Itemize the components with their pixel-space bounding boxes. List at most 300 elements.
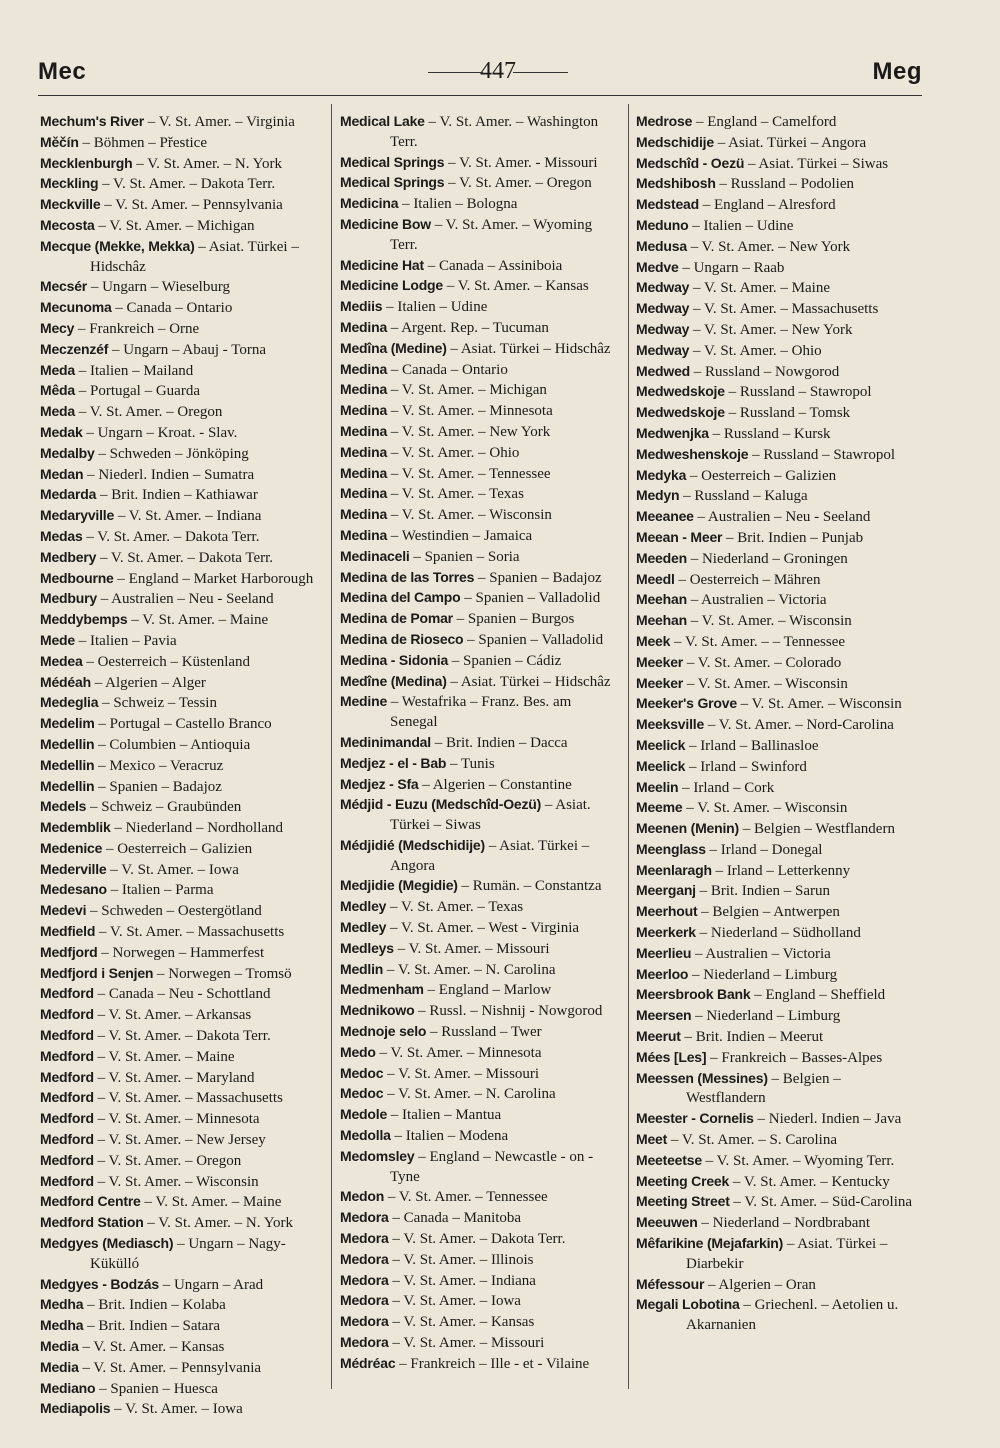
gazetteer-entry [340, 1084, 622, 1105]
entry-location: – Australien – Victoria [691, 945, 831, 962]
gazetteer-entry [636, 632, 922, 653]
entry-location: – Canada – Neu - Schottland [93, 986, 271, 1003]
gazetteer-entry [636, 507, 922, 528]
gazetteer-entry [340, 754, 622, 775]
entry-location: – Norwegen – Tromsö [153, 965, 292, 982]
entry-headword: Medusa [636, 237, 687, 254]
entry-location: – England – Sheffield [750, 987, 886, 1004]
entry-headword: Medford [40, 1151, 94, 1168]
entry-location: – Niederl. Indien – Java [753, 1111, 902, 1128]
gazetteer-entry [340, 609, 622, 630]
gazetteer-entry [636, 694, 922, 715]
entry-location: – V. St. Amer. – Virginia [144, 114, 295, 130]
entry-headword: Medicine Lodge [340, 277, 443, 294]
entry-headword: Méfessour [636, 1275, 705, 1292]
gazetteer-entry [340, 380, 622, 401]
gazetteer-entry [636, 736, 922, 757]
gazetteer-entry [340, 1147, 622, 1188]
entry-headword: Medina de Pomar [340, 610, 453, 627]
entry-location: – V. St. Amer. – Illinois [388, 1251, 534, 1268]
gazetteer-entry [40, 1358, 326, 1379]
entry-location: – Canada – Assiniboia [423, 257, 563, 274]
entry-location: – Russland – Podolien [715, 176, 855, 193]
entry-location: – V. St. Amer. – Iowa [110, 1401, 243, 1418]
gazetteer-entry [636, 445, 922, 466]
gazetteer-entry [40, 319, 326, 340]
entry-location: – Russland – Kursk [708, 425, 831, 442]
entry-location: – V. St. Amer. – Wyoming Terr. [390, 216, 593, 253]
entry-location: – Tunis [446, 755, 495, 772]
entry-headword: Meerlieu [636, 944, 692, 961]
entry-headword: Meddybemps [40, 611, 128, 628]
entry-headword: Medleys [340, 939, 394, 956]
entry-headword: Medoc [340, 1085, 384, 1102]
entry-headword: Meduno [636, 216, 689, 233]
entry-location: – Ungarn – Wieselburg [87, 279, 231, 296]
gazetteer-entry [40, 777, 326, 798]
gazetteer-entry [340, 775, 622, 796]
gazetteer-entry [40, 133, 326, 154]
entry-headword: Medford Centre [40, 1193, 141, 1210]
entry-headword: Medve [636, 258, 679, 275]
gazetteer-entry [40, 237, 326, 278]
entry-headword: Medford [40, 1089, 94, 1106]
entry-headword: Medwenjka [636, 424, 709, 441]
entry-location: – V. St. Amer. – Minnesota [375, 1044, 542, 1061]
gazetteer-entry [636, 861, 922, 882]
entry-location: – Portugal – Guarda [75, 383, 200, 400]
entry-location: – England – Market Harborough [113, 570, 314, 587]
entry-location: – England – Alresford [698, 197, 836, 214]
gazetteer-entry [40, 381, 326, 402]
entry-headword: Medinimandal [340, 733, 431, 750]
gazetteer-entry [40, 465, 326, 486]
gazetteer-entry [40, 1275, 326, 1296]
entry-headword: Meeting Street [636, 1193, 730, 1210]
entry-headword: Meet [636, 1131, 668, 1148]
gazetteer-entry [340, 1043, 622, 1064]
entry-headword: Medina [340, 464, 388, 481]
gazetteer-entry [636, 195, 922, 216]
entry-headword: Medjidie (Megidie) [340, 877, 458, 894]
gazetteer-entry [636, 278, 922, 299]
gazetteer-entry [636, 965, 922, 986]
gazetteer-entry [40, 154, 326, 175]
entry-headword: Medstead [636, 196, 699, 213]
gazetteer-entry [340, 1064, 622, 1085]
entry-headword: Medley [340, 898, 387, 915]
entry-location: – V. St. Amer. – Texas [387, 486, 524, 503]
entry-location: – Ungarn – Arad [158, 1276, 264, 1293]
gazetteer-entry [636, 1069, 922, 1110]
entry-location: – V. St. Amer. – Massachusetts [689, 301, 879, 318]
entry-headword: Medwedskoje [636, 383, 725, 400]
entry-headword: Médjid - Euzu (Medschîd-Oezü) [340, 796, 542, 813]
gazetteer-entry [636, 840, 922, 861]
gazetteer-entry [40, 1047, 326, 1068]
entry-location: – Algerien – Constantine [418, 776, 572, 793]
entry-headword: Medical Springs [340, 174, 445, 191]
gazetteer-entry [636, 466, 922, 487]
gazetteer-entry [636, 715, 922, 736]
gazetteer-entry [636, 216, 922, 237]
entry-headword: Meda [40, 403, 75, 420]
entry-location: – Belgien – Westflandern [686, 1070, 841, 1107]
gazetteer-entry [40, 901, 326, 922]
entry-location: – V. St. Amer. – Kansas [443, 278, 589, 295]
entry-location: – Niederland – Nordbrabant [697, 1215, 871, 1232]
gazetteer-entry [340, 276, 622, 297]
gazetteer-entry [340, 484, 622, 505]
entry-location: – Spanien – Badajoz [474, 569, 602, 586]
entry-location: – Russl. – Nishnij - Nowgorod [414, 1003, 603, 1020]
gazetteer-entry [40, 423, 326, 444]
gazetteer-entry [340, 1208, 622, 1229]
gazetteer-entry [40, 943, 326, 964]
entry-location: – V. St. Amer. – S. Carolina [667, 1132, 837, 1149]
entry-location: – V. St. Amer. – Colorado [683, 654, 842, 671]
entry-headword: Medina [340, 526, 388, 543]
gazetteer-entry [340, 526, 622, 547]
entry-location: – V. St. Amer. – Wisconsin [736, 696, 902, 713]
entry-location: – V. St. Amer. – Oregon [75, 404, 223, 421]
entry-location: – V. St. Amer. – Iowa [106, 861, 239, 878]
gazetteer-entry [636, 653, 922, 674]
entry-headword: Medicine Hat [340, 256, 424, 273]
entry-location: – Spanien – Valladolid [463, 631, 604, 648]
gazetteer-entry [40, 527, 326, 548]
gazetteer-entry [340, 651, 622, 672]
entry-headword: Medweshenskoje [636, 445, 749, 462]
entry-headword: Medina [340, 402, 388, 419]
gazetteer-entry [636, 133, 922, 154]
gazetteer-entry [340, 464, 622, 485]
entry-location: – Brit. Indien – Satara [83, 1318, 220, 1335]
entry-headword: Medschîd - Oezü [636, 154, 745, 171]
entry-headword: Medford [40, 1110, 94, 1127]
entry-headword: Medshibosh [636, 175, 716, 192]
entry-headword: Medford [40, 985, 94, 1002]
entry-location: – V. St. Amer. – New York [689, 321, 853, 338]
entry-location: – Canada – Ontario [111, 300, 233, 317]
entry-location: – V. St. Amer. – Arkansas [93, 1007, 252, 1024]
entry-headword: Medina [340, 506, 388, 523]
entry-location: – V. St. Amer. – Pennsylvania [100, 197, 283, 214]
entry-headword: Mées [Les] [636, 1048, 707, 1065]
gazetteer-entry [40, 860, 326, 881]
gazetteer-entry [40, 1130, 326, 1151]
entry-headword: Medevi [40, 902, 87, 919]
gazetteer-entry [636, 570, 922, 591]
entry-headword: Meeksville [636, 716, 705, 733]
entry-headword: Megali Lobotina [636, 1296, 740, 1313]
gazetteer-entry [40, 548, 326, 569]
gazetteer-entry [340, 876, 622, 897]
entry-location: – Ungarn – Abauj - Torna [108, 341, 267, 358]
entry-location: – V. St. Amer. – Ohio [387, 444, 520, 461]
entry-headword: Medwedskoje [636, 404, 725, 421]
gazetteer-entry [340, 692, 622, 733]
entry-location: – Algerien – Alger [90, 674, 206, 691]
entry-headword: Medlin [340, 960, 384, 977]
entry-location: – Schweden – Oestergötland [86, 903, 262, 920]
gazetteer-entry [340, 939, 622, 960]
entry-headword: Meeden [636, 549, 687, 566]
entry-headword: Meeuwen [636, 1214, 698, 1231]
entry-location: – V. St. Amer. – Oregon [444, 175, 592, 192]
entry-headword: Medford [40, 1131, 94, 1148]
gazetteer-entry [40, 1379, 326, 1400]
gazetteer-entry [636, 549, 922, 570]
entry-location: – Russland – Nowgorod [690, 363, 840, 380]
entry-location: – Oesterreich – Galizien [686, 467, 837, 484]
entry-location: – Böhmen – Přestice [78, 134, 208, 151]
gazetteer-entry [340, 1001, 622, 1022]
gazetteer-entry [340, 1187, 622, 1208]
gazetteer-entry [40, 735, 326, 756]
gazetteer-entry [636, 757, 922, 778]
entry-location: – V. St. Amer. – Süd-Carolina [729, 1194, 913, 1211]
gazetteer-entry [40, 112, 326, 133]
gazetteer-entry [40, 506, 326, 527]
entry-location: – Russland – Kaluga [679, 488, 808, 505]
entry-headword: Meersen [636, 1007, 692, 1024]
entry-headword: Medbury [40, 590, 97, 607]
entry-location: – V. St. Amer. – Wyoming Terr. [701, 1152, 895, 1169]
entry-location: – Schweiz – Graubünden [86, 799, 242, 816]
entry-location: – Spanien – Huesca [95, 1380, 218, 1397]
entry-headword: Medora [340, 1230, 389, 1247]
gazetteer-entry [340, 588, 622, 609]
entry-headword: Meenglass [636, 840, 706, 857]
entry-headword: Medenice [40, 839, 103, 856]
entry-headword: Meeteetse [636, 1151, 702, 1168]
entry-headword: Medmenham [340, 981, 424, 998]
entry-headword: Medway [636, 320, 690, 337]
entry-location: – V. St. Amer. – Massachusetts [95, 924, 285, 941]
entry-headword: Medora [340, 1313, 389, 1330]
entry-headword: Medgyes (Mediasch) [40, 1235, 174, 1252]
gazetteer-entry [340, 422, 622, 443]
entry-headword: Medina de Rioseco [340, 630, 464, 647]
entry-headword: Meckling [40, 175, 99, 192]
entry-headword: Medford Station [40, 1214, 144, 1231]
entry-location: – V. St. Amer. – Wisconsin [387, 507, 552, 524]
entry-headword: Mecy [40, 319, 75, 336]
entry-location: – Russland – Tomsk [724, 405, 851, 422]
entry-location: – Norwegen – Hammerfest [97, 944, 265, 961]
entry-headword: Meenlaragh [636, 861, 712, 878]
entry-headword: Medfjord [40, 943, 98, 960]
entry-location: – Asiat. Türkei – Angora [390, 837, 590, 874]
entry-headword: Medine [340, 693, 388, 710]
entry-headword: Medora [340, 1271, 389, 1288]
header-rule [38, 95, 922, 96]
gazetteer-entry [636, 362, 922, 383]
entry-location: – Niederland – Südholland [695, 925, 861, 942]
gazetteer-entry [40, 839, 326, 860]
entry-location: – V. St. Amer. – Kansas [388, 1314, 535, 1331]
gazetteer-entry [40, 444, 326, 465]
entry-location: – Spanien – Burgos [452, 611, 575, 628]
gazetteer-entry [636, 902, 922, 923]
gazetteer-entry [340, 960, 622, 981]
entry-headword: Měčín [40, 133, 79, 150]
entry-location: – Algerien – Oran [704, 1276, 816, 1293]
gazetteer-entry [340, 1229, 622, 1250]
entry-headword: Meelin [636, 778, 679, 795]
gazetteer-entry [636, 112, 922, 133]
gazetteer-entry [340, 918, 622, 939]
entry-headword: Medford [40, 1068, 94, 1085]
entry-headword: Médjidié (Medschidije) [340, 836, 485, 853]
entry-headword: Medwed [636, 362, 691, 379]
entry-location: – Brit. Indien – Punjab [722, 529, 864, 546]
entry-location: – England – Camelford [692, 114, 837, 130]
entry-headword: Medford [40, 1006, 94, 1023]
entry-headword: Medole [340, 1106, 388, 1123]
entry-headword: Meckville [40, 196, 101, 213]
entry-headword: Meeker's Grove [636, 695, 737, 712]
header-right-catchword: Meg [872, 58, 922, 85]
entry-location: – Argent. Rep. – Tucuman [387, 319, 549, 336]
gazetteer-entry [636, 611, 922, 632]
entry-location: – Oesterreich – Küstenland [82, 653, 251, 670]
entry-headword: Medîne (Medina) [340, 672, 447, 689]
gazetteer-entry [636, 1275, 922, 1296]
entry-location: – V. St. Amer. – West - Virginia [386, 920, 580, 937]
entry-location: – V. St. Amer. – Dakota Terr. [98, 176, 276, 193]
entry-headword: Meean - Meer [636, 528, 723, 545]
entry-headword: Medeglia [40, 694, 99, 711]
entry-location: – Ungarn – Nagy-Kükülló [90, 1236, 286, 1272]
entry-location: – Brit. Indien – Meerut [680, 1029, 824, 1046]
entry-headword: Meelick [636, 736, 686, 753]
entry-headword: Meedl [636, 570, 675, 587]
entry-location: – V. St. Amer. – Iowa [388, 1293, 521, 1310]
gazetteer-entry [636, 341, 922, 362]
entry-headword: Medas [40, 527, 83, 544]
gazetteer-entry [340, 256, 622, 277]
gazetteer-entry [40, 361, 326, 382]
entry-headword: Medan [40, 465, 84, 482]
entry-headword: Meessen (Messines) [636, 1069, 768, 1086]
entry-location: – Spanien – Badajoz [94, 778, 222, 795]
entry-headword: Meelick [636, 757, 686, 774]
gazetteer-entry [340, 318, 622, 339]
entry-headword: Medora [340, 1334, 389, 1351]
entry-location: – Spanien – Cádiz [448, 652, 562, 669]
entry-location: – Australien – Neu - Seeland [693, 509, 871, 526]
entry-location: – Irland – Letterkenny [711, 862, 851, 879]
entry-location: – V. St. Amer. – Indiana [388, 1272, 536, 1289]
entry-location: – Belgien – Antwerpen [697, 904, 840, 921]
entry-headword: Mediis [340, 298, 383, 315]
gazetteer-entry [40, 589, 326, 610]
gazetteer-entry [340, 547, 622, 568]
gazetteer-entry [40, 402, 326, 423]
entry-location: – Niederland – Limburg [691, 1008, 841, 1025]
entry-location: – Irland – Ballinasloe [685, 737, 819, 754]
entry-headword: Medjez - el - Bab [340, 754, 447, 771]
gazetteer-entry [636, 590, 922, 611]
gazetteer-entry [40, 1316, 326, 1337]
entry-location: – Westindien – Jamaica [387, 527, 533, 544]
entry-headword: Meeting Creek [636, 1172, 730, 1189]
entry-location: – Irland – Swinford [685, 758, 807, 775]
entry-headword: Medway [636, 341, 690, 358]
gazetteer-entry [340, 339, 622, 360]
entry-location: – Irland – Cork [678, 779, 775, 796]
entry-headword: Medford [40, 1047, 94, 1064]
entry-headword: Mecque (Mekke, Mekka) [40, 237, 195, 254]
gazetteer-entry [636, 1006, 922, 1027]
entry-location: – V. St. Amer. - Missouri [444, 154, 598, 171]
entry-headword: Medicine Bow [340, 215, 431, 232]
gazetteer-entry [636, 1213, 922, 1234]
gazetteer-entry [636, 1295, 922, 1336]
entry-headword: Medina [340, 485, 388, 502]
entry-headword: Mecunoma [40, 299, 112, 316]
entry-location: – Asiat. Türkei – Hidschâz [90, 238, 299, 275]
entry-headword: Meeker [636, 653, 684, 670]
entry-headword: Mednikowo [340, 1002, 415, 1019]
entry-headword: Medaryville [40, 507, 115, 524]
entry-headword: Mederville [40, 860, 107, 877]
entry-headword: Medora [340, 1209, 389, 1226]
entry-location: – Asiat. Türkei – Hidschâz [446, 340, 611, 357]
gazetteer-entry [40, 485, 326, 506]
entry-headword: Medora [340, 1250, 389, 1267]
gazetteer-entry [40, 797, 326, 818]
gazetteer-entry [636, 1234, 922, 1275]
gazetteer-entry [40, 298, 326, 319]
entry-headword: Meda [40, 361, 75, 378]
entry-location: – V. St. Amer. – Pennsylvania [78, 1359, 262, 1376]
gazetteer-entry [40, 195, 326, 216]
entry-location: – V. St. Amer. – Missouri [393, 940, 550, 957]
gazetteer-entry [636, 320, 922, 341]
entry-location: – V. St. Amer. – – Tennessee [670, 633, 846, 650]
entry-headword: Meerganj [636, 882, 696, 899]
entry-headword: Medical Lake [340, 113, 425, 129]
entry-headword: Medina del Campo [340, 589, 461, 606]
entry-location: – Russland – Stawropol [724, 384, 872, 401]
entry-location: – V. St. Amer. – Wisconsin [683, 675, 848, 692]
entry-headword: Medway [636, 300, 690, 317]
entry-location: – V. St. Amer. – Ohio [689, 342, 822, 359]
gazetteer-entry [340, 795, 622, 836]
entry-location: – V. St. Amer. – Missouri [388, 1335, 545, 1352]
gazetteer-entry [40, 1234, 326, 1275]
gazetteer-entry [636, 382, 922, 403]
entry-location: – V. St. Amer. – New Jersey [93, 1132, 266, 1149]
entry-location: – V. St. Amer. – Wisconsin [93, 1173, 259, 1190]
entry-headword: Meerhout [636, 903, 698, 920]
gazetteer-entry [636, 528, 922, 549]
entry-headword: Meehan [636, 591, 687, 608]
entry-location: – Spanien – Soria [409, 548, 520, 565]
entry-location: – V. St. Amer. – N. Carolina [383, 1086, 556, 1103]
gazetteer-entry [40, 340, 326, 361]
entry-headword: Medarda [40, 486, 97, 503]
entry-location: – Brit. Indien – Sarun [695, 883, 831, 900]
entry-headword: Medoc [340, 1064, 384, 1081]
gazetteer-entry [40, 880, 326, 901]
entry-location: – V. St. Amer. – Nord-Carolina [704, 717, 894, 734]
entry-headword: Medschidije [636, 133, 714, 150]
entry-headword: Medha [40, 1317, 84, 1334]
